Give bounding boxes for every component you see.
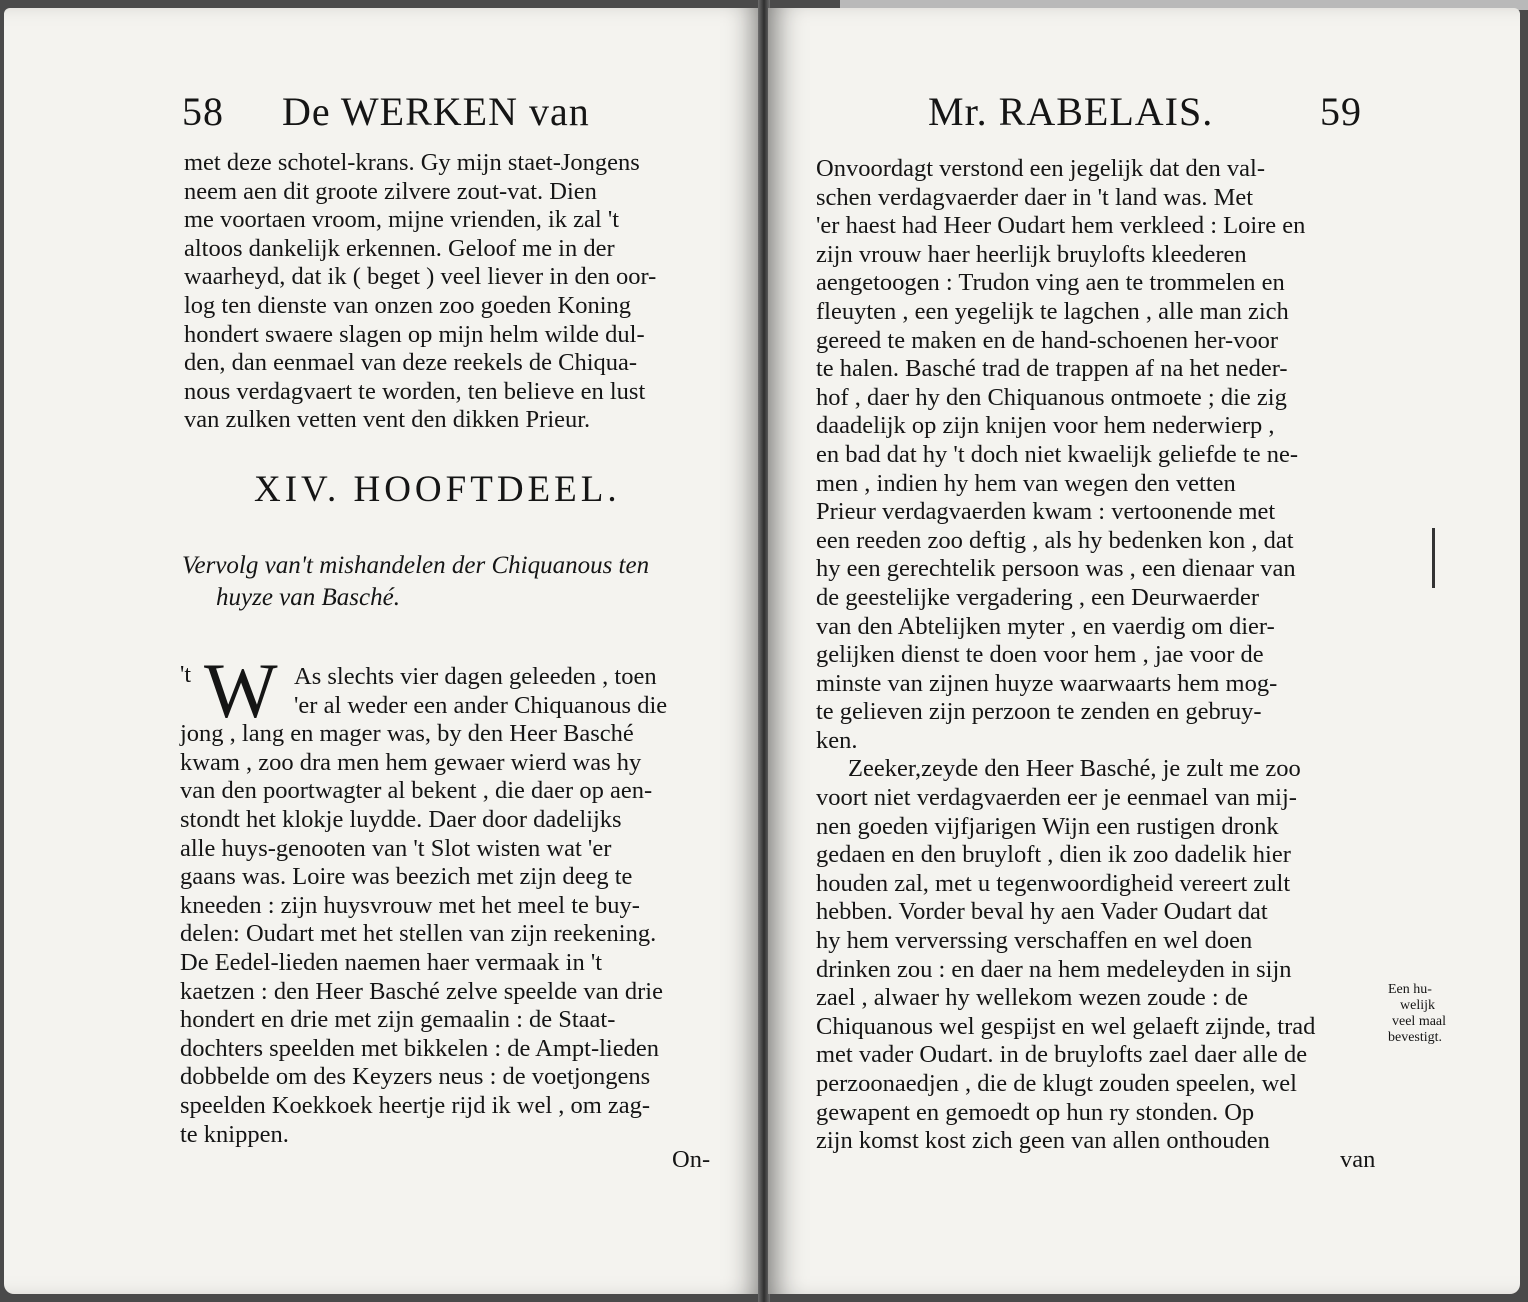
right-page-number: 59 (1320, 89, 1362, 134)
left-page (4, 8, 760, 1294)
marginal-note (1388, 982, 1508, 1046)
subtitle-line: Vervolg van't mishandelen der Chiquanous ten (182, 552, 650, 579)
initial-prefix: 't (180, 662, 191, 688)
text-line: delen: Oudart met het stellen van zijn reekening. (180, 920, 657, 948)
text-line: met vader Oudart. in de bruylofts zael daer alle de (816, 1041, 1308, 1069)
text-line: minste van zijnen huyze waarwaarts hem mog- (816, 669, 1278, 697)
text-line: perzoonaedjen , die de klugt zouden speelen, wel (816, 1070, 1297, 1097)
text-line: hy hem ververssing verschaffen en wel doen (816, 927, 1253, 955)
text-line: aengetoogen : Trudon ving aen te trommelen en (816, 269, 1285, 297)
text-line: en bad dat hy 't doch niet kwaelijk geliefde te ne- (816, 440, 1298, 468)
right-page (768, 8, 1520, 1294)
marginal-line: welijk (1400, 998, 1435, 1013)
left-page-number: 58 (182, 89, 224, 134)
left-body-paragraph (180, 663, 740, 1149)
text-line: waarheyd, dat ik ( beget ) veel liever in den oor- (184, 263, 657, 291)
text-line: voort niet verdagvaerden eer je eenmael van mij- (816, 784, 1297, 812)
text-line: jong , lang en mager was, by den Heer Basché (180, 720, 634, 748)
text-line: daadelijk op zijn knijen voor hem nederwierp , (816, 412, 1275, 440)
text-line: kwam , zoo dra men hem gewaer wierd was hy (180, 748, 642, 776)
text-line: speelden Koekkoek heertje rijd ik wel , om zag- (180, 1091, 651, 1119)
drop-cap: W (204, 647, 278, 734)
text-line: van den poortwagter al bekent , die daer op aen- (180, 777, 653, 805)
left-top-paragraph (184, 149, 744, 435)
left-running-title: De WERKEN van (282, 89, 590, 134)
text-line: met deze schotel-krans. Gy mijn staet-Jongens (184, 149, 640, 176)
text-line: nen goeden vijfjarigen Wijn een rustigen dronk (816, 812, 1279, 840)
text-line: ken. (816, 726, 858, 754)
text-line: den, dan eenmael van deze reekels de Chiqua- (184, 349, 638, 377)
text-line: gewapent en gemoedt op hun ry stonden. Op (816, 1098, 1255, 1126)
text-line: kneeden : zijn huysvrouw met het meel te buy- (180, 891, 640, 919)
text-line: fleuyten , een yegelijk te lagchen , alle man zich (816, 297, 1289, 325)
text-line: Onvoordagt verstond een jegelijk dat den val- (816, 155, 1266, 182)
text-line: van zulken vetten vent den dikken Prieur. (184, 406, 591, 434)
left-catchword: On- (672, 1146, 711, 1173)
text-line: men , indien hy hem van wegen den vetten (816, 469, 1236, 497)
text-line: alle huys-genooten van 't Slot wisten wat 'er (180, 834, 612, 862)
text-line: log ten dienste van onzen zoo goeden Koning (184, 291, 632, 319)
text-line: me voortaen vroom, mijne vrienden, ik zal 't (184, 206, 620, 234)
text-line: Chiquanous wel gespijst en wel gelaeft zijnde, trad (816, 1012, 1316, 1040)
text-line: De Eedel-lieden naemen haer vermaak in 't (180, 948, 603, 976)
chapter-heading: XIV. HOOFTDEEL. (254, 469, 621, 510)
text-line: 'er haest had Heer Oudart hem verkleed : Loire en (816, 212, 1306, 240)
text-line: zael , alwaer hy wellekom wezen zoude : de (816, 984, 1248, 1012)
text-line: kaetzen : den Heer Basché zelve speelde van drie (180, 977, 663, 1005)
text-line: te gelieven zijn perzoon te zenden en gebruy- (816, 698, 1262, 726)
text-line: dochters speelden met bikkelen : de Ampt-lieden (180, 1034, 659, 1062)
marginal-line: veel maal (1392, 1014, 1447, 1029)
text-line: hondert en drie met zijn gemaalin : de Staat- (180, 1006, 616, 1034)
text-line: van den Abtelijken myter , en vaerdig om dier- (816, 612, 1275, 640)
text-line: dobbelde om des Keyzers neus : de voetjongens (180, 1063, 651, 1091)
text-line: stondt het klokje luydde. Daer door dadelijks (180, 805, 622, 833)
text-line: hy een gerechtelik persoon was , een dienaar van (816, 555, 1296, 583)
text-line: gaans was. Loire was beezich met zijn deeg te (180, 863, 633, 891)
text-line: Zeeker,zeyde den Heer Basché, je zult me zoo (848, 755, 1301, 783)
subtitle-line: huyze van Basché. (216, 584, 400, 611)
text-line: As slechts vier dagen geleeden , toen (294, 663, 657, 690)
text-line: gereed te maken en de hand-schoenen her-voor (816, 326, 1279, 354)
right-catchword: van (1340, 1146, 1376, 1173)
text-line: hof , daer hy den Chiquanous ontmoete ; die zig (816, 383, 1287, 411)
text-line: zijn komst kost zich geen van allen onthouden (816, 1127, 1270, 1155)
text-line: gelijken dienst te doen voor hem , jae voor de (816, 641, 1264, 669)
text-line: nous verdagvaert te worden, ten believe en lust (184, 377, 646, 405)
text-line: drinken zou : en daer na hem medeleyden in sijn (816, 955, 1292, 983)
text-line: schen verdagvaerder daer in 't land was. Met (816, 183, 1254, 211)
right-main-text (816, 155, 1386, 1156)
text-line: Prieur verdagvaerden kwam : vertoonende met (816, 498, 1276, 526)
text-line: een reeden zoo deftig , als hy bedenken kon , dat (816, 526, 1294, 554)
text-line: neem aen dit groote zilvere zout-vat. Dien (184, 177, 597, 205)
marginal-line: Een hu- (1388, 982, 1432, 997)
text-line: houden zal, met u tegenwoordigheid vereert zult (816, 869, 1291, 897)
text-line: altoos dankelijk erkennen. Geloof me in der (184, 234, 615, 262)
text-line: gedaen en den bruyloft , dien ik zoo dadelik hier (816, 841, 1291, 869)
text-line: de geestelijke vergadering , een Deurwaerder (816, 583, 1260, 611)
marginal-line: bevestigt. (1388, 1030, 1443, 1045)
text-line: te halen. Basché trad de trappen af na het neder- (816, 355, 1288, 383)
text-line: zijn vrouw haer heerlijk bruylofts kleederen (816, 240, 1247, 268)
right-running-title: Mr. RABELAIS. (928, 89, 1214, 134)
chapter-subtitle (182, 550, 742, 614)
text-line: hondert swaere slagen op mijn helm wilde dul- (184, 320, 645, 348)
margin-mark (1432, 528, 1435, 588)
text-line: te knippen. (180, 1120, 289, 1148)
text-line: hebben. Vorder beval hy aen Vader Oudart dat (816, 898, 1268, 926)
text-line: 'er al weder een ander Chiquanous die (294, 691, 668, 719)
